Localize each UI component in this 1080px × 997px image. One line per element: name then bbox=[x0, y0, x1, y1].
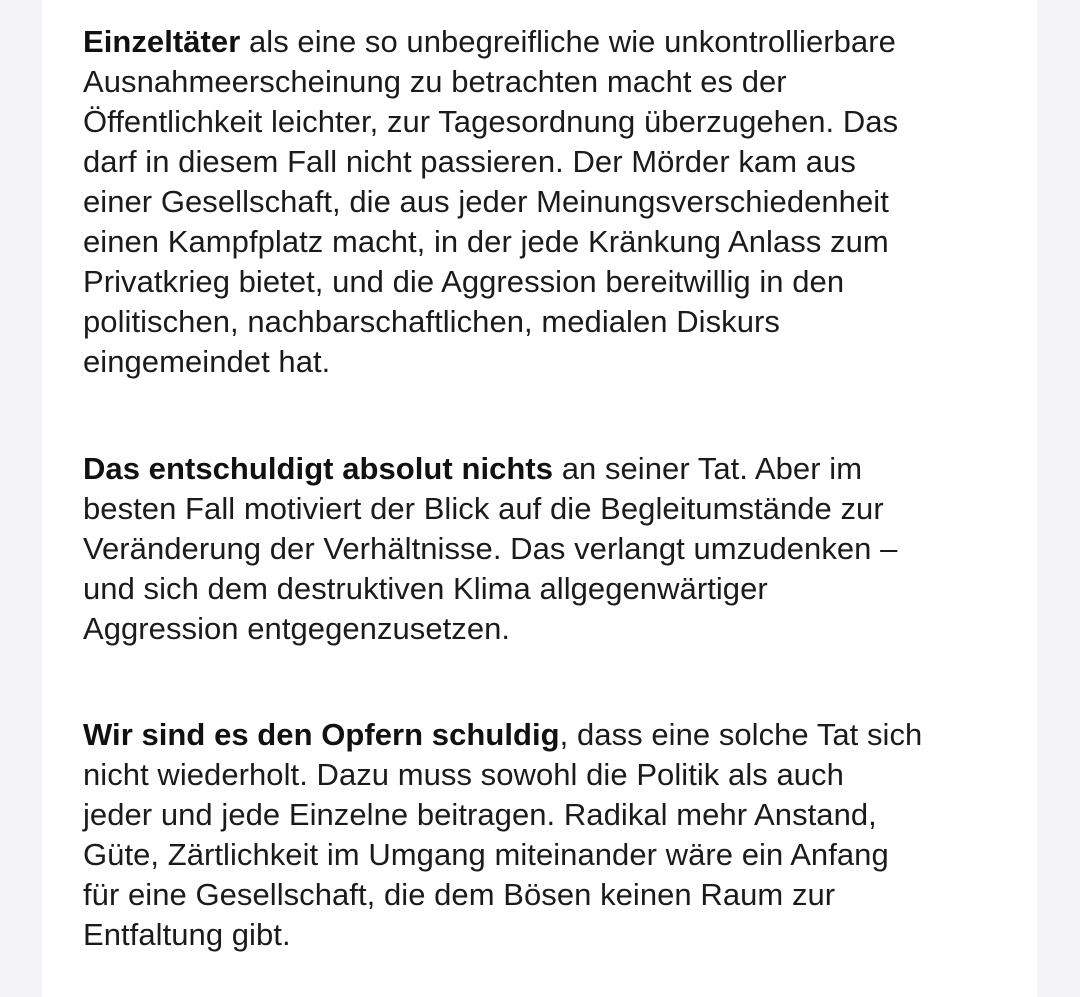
article-paragraph-1 bbox=[83, 22, 983, 382]
paragraph-3-line-2: nicht wiederholt. Dazu muss sowohl die Politik als auch bbox=[83, 757, 844, 792]
paragraph-2-lead: Das entschuldigt absolut nichts bbox=[83, 451, 554, 486]
paragraph-1-line-8: politischen, nachbarschaftlichen, medialen Diskurs bbox=[83, 304, 780, 339]
paragraph-3-line-4: Güte, Zärtlichkeit im Umgang miteinander wäre ein Anfang bbox=[83, 837, 889, 872]
paragraph-3-lead: Wir sind es den Opfern schuldig bbox=[83, 717, 560, 752]
article-page bbox=[42, 0, 1037, 997]
paragraph-2-line-5: Aggression entgegenzusetzen. bbox=[83, 611, 511, 646]
paragraph-3-line-1: , dass eine solche Tat sich bbox=[559, 717, 923, 752]
paragraph-3-line-5: für eine Gesellschaft, die dem Bösen keinen Raum zur bbox=[83, 877, 836, 912]
paragraph-2-line-2: besten Fall motiviert der Blick auf die Begleitumstände zur bbox=[83, 491, 884, 526]
paragraph-1-line-4: darf in diesem Fall nicht passieren. Der Mörder kam aus bbox=[83, 144, 856, 179]
paragraph-1-line-5: einer Gesellschaft, die aus jeder Meinungsverschiedenheit bbox=[83, 184, 889, 219]
paragraph-2-line-3: Veränderung der Verhältnisse. Das verlangt umzudenken – bbox=[83, 531, 898, 566]
paragraph-3-line-6: Entfaltung gibt. bbox=[83, 917, 291, 952]
paragraph-1-line-2: Ausnahmeerscheinung zu betrachten macht es der bbox=[83, 64, 787, 99]
paragraph-2-line-4: und sich dem destruktiven Klima allgegenwärtiger bbox=[83, 571, 768, 606]
paragraph-1-line-9: eingemeindet hat. bbox=[83, 344, 331, 379]
paragraph-1-line-6: einen Kampfplatz macht, in der jede Kränkung Anlass zum bbox=[83, 224, 889, 259]
paragraph-1-line-7: Privatkrieg bietet, und die Aggression bereitwillig in den bbox=[83, 264, 845, 299]
article-paragraph-3 bbox=[83, 715, 983, 955]
paragraph-1-line-3: Öffentlichkeit leichter, zur Tagesordnung überzugehen. Das bbox=[83, 104, 899, 139]
paragraph-1-line-1: als eine so unbegreifliche wie unkontrollierbare bbox=[240, 24, 896, 59]
paragraph-2-line-1: an seiner Tat. Aber im bbox=[553, 451, 863, 486]
paragraph-3-line-3: jeder und jede Einzelne beitragen. Radikal mehr Anstand, bbox=[83, 797, 877, 832]
article-paragraph-2 bbox=[83, 449, 983, 649]
paragraph-1-lead: Einzeltäter bbox=[83, 24, 241, 59]
